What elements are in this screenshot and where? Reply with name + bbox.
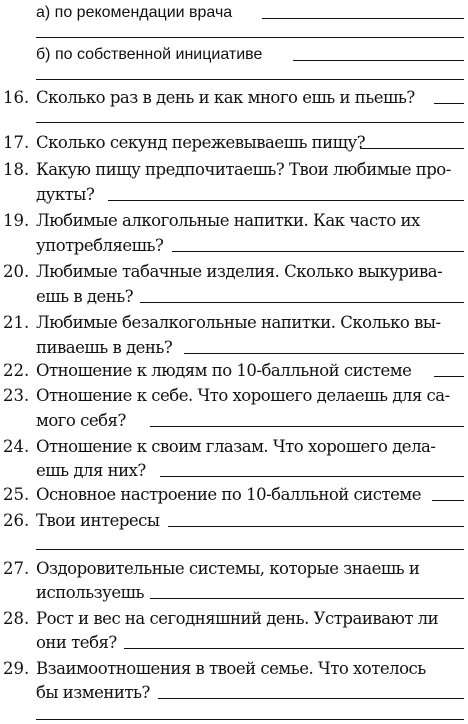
question-text: Сколько секунд пережевываешь пищу?: [36, 133, 366, 152]
answer-line-17[interactable]: [360, 148, 464, 149]
question-22: [0, 358, 468, 384]
question-17: [0, 130, 468, 156]
question-text-line1: Оздоровительные системы, которые знаешь и: [36, 559, 420, 578]
question-number: 24.: [3, 437, 30, 456]
item-b-label: б) по собственной инициативе: [36, 46, 263, 63]
question-text-line2: мого себя?: [36, 411, 126, 430]
question-text-line1: Рост и вес на сегодняшний день. Устраивают ли: [36, 609, 439, 628]
answer-line-19[interactable]: [172, 251, 464, 252]
question-23-cont: [0, 408, 468, 434]
item-a: [0, 0, 468, 26]
question-text: Основное настроение по 10-балльной системе: [36, 485, 422, 504]
answer-line-26[interactable]: [168, 526, 464, 527]
answer-line-22[interactable]: [434, 376, 464, 377]
question-text-line2: пиваешь в день?: [36, 338, 173, 357]
question-19-cont: [0, 233, 468, 259]
answer-line-b-2[interactable]: [36, 79, 464, 80]
answer-line-18[interactable]: [108, 200, 464, 201]
question-18: [0, 157, 468, 183]
question-24-cont: [0, 458, 468, 484]
answer-line-16-2[interactable]: [36, 122, 464, 123]
question-number: 21.: [3, 313, 30, 332]
question-28-cont: [0, 630, 468, 656]
question-number: 28.: [3, 609, 30, 628]
answer-line-21[interactable]: [184, 353, 464, 354]
question-text: Отношение к людям по 10-балльной системе: [36, 361, 412, 380]
question-29: [0, 656, 468, 682]
answer-line-29-2[interactable]: [36, 719, 464, 720]
answer-line-27[interactable]: [150, 598, 464, 599]
question-text-line1: Отношение к себе. Что хорошего делаешь для са-: [36, 386, 450, 405]
question-text-line1: Отношение к своим глазам. Что хорошего дела-: [36, 437, 436, 456]
question-27-cont: [0, 580, 468, 606]
question-23: [0, 383, 468, 409]
question-number: 17.: [3, 133, 30, 152]
item-b: [0, 42, 468, 68]
answer-line-a-2[interactable]: [36, 37, 464, 38]
question-28: [0, 606, 468, 632]
question-16: [0, 85, 468, 111]
question-18-cont: [0, 182, 468, 208]
question-number: 26.: [3, 511, 30, 530]
answer-line-16[interactable]: [434, 103, 464, 104]
question-text-line2: ешь в день?: [36, 287, 134, 306]
question-24: [0, 434, 468, 460]
question-20: [0, 259, 468, 285]
question-19: [0, 208, 468, 234]
question-text: Сколько раз в день и как много ешь и пьешь?: [36, 88, 415, 107]
question-text-line1: Взаимоотношения в твоей семье. Что хотелось: [36, 659, 426, 678]
question-20-cont: [0, 284, 468, 310]
item-a-label: а) по рекомендации врача: [36, 4, 233, 21]
question-text-line2: дукты?: [36, 185, 95, 204]
question-25: [0, 482, 468, 508]
question-text-line2: используешь: [36, 583, 144, 602]
question-text-line2: бы изменить?: [36, 683, 150, 702]
question-text-line1: Любимые алкогольные напитки. Как часто их: [36, 211, 420, 230]
answer-line-b[interactable]: [293, 60, 464, 61]
question-text-line1: Какую пищу предпочитаешь? Твои любимые про-: [36, 160, 451, 179]
question-number: 23.: [3, 386, 30, 405]
question-number: 22.: [3, 361, 30, 380]
question-number: 29.: [3, 659, 30, 678]
question-number: 19.: [3, 211, 30, 230]
question-text-line2: употребляешь?: [36, 236, 164, 255]
answer-line-a[interactable]: [262, 18, 464, 19]
answer-line-29[interactable]: [158, 698, 464, 699]
question-text-line2: ешь для них?: [36, 461, 146, 480]
question-number: 27.: [3, 559, 30, 578]
answer-line-28[interactable]: [124, 648, 464, 649]
question-number: 18.: [3, 160, 30, 179]
question-text-line2: они тебя?: [36, 633, 117, 652]
answer-line-24[interactable]: [160, 476, 464, 477]
answer-line-20[interactable]: [140, 302, 464, 303]
question-number: 16.: [3, 88, 30, 107]
question-27: [0, 556, 468, 582]
question-number: 20.: [3, 262, 30, 281]
question-29-cont: [0, 680, 468, 706]
answer-line-25[interactable]: [432, 500, 464, 501]
question-text: Твои интересы: [36, 511, 160, 530]
question-26: [0, 508, 468, 534]
answer-line-26-2[interactable]: [36, 549, 464, 550]
question-text-line1: Любимые табачные изделия. Сколько выкурива-: [36, 262, 443, 281]
question-21: [0, 310, 468, 336]
question-text-line1: Любимые безалкогольные напитки. Сколько вы-: [36, 313, 441, 332]
question-number: 25.: [3, 485, 30, 504]
answer-line-23[interactable]: [150, 426, 464, 427]
